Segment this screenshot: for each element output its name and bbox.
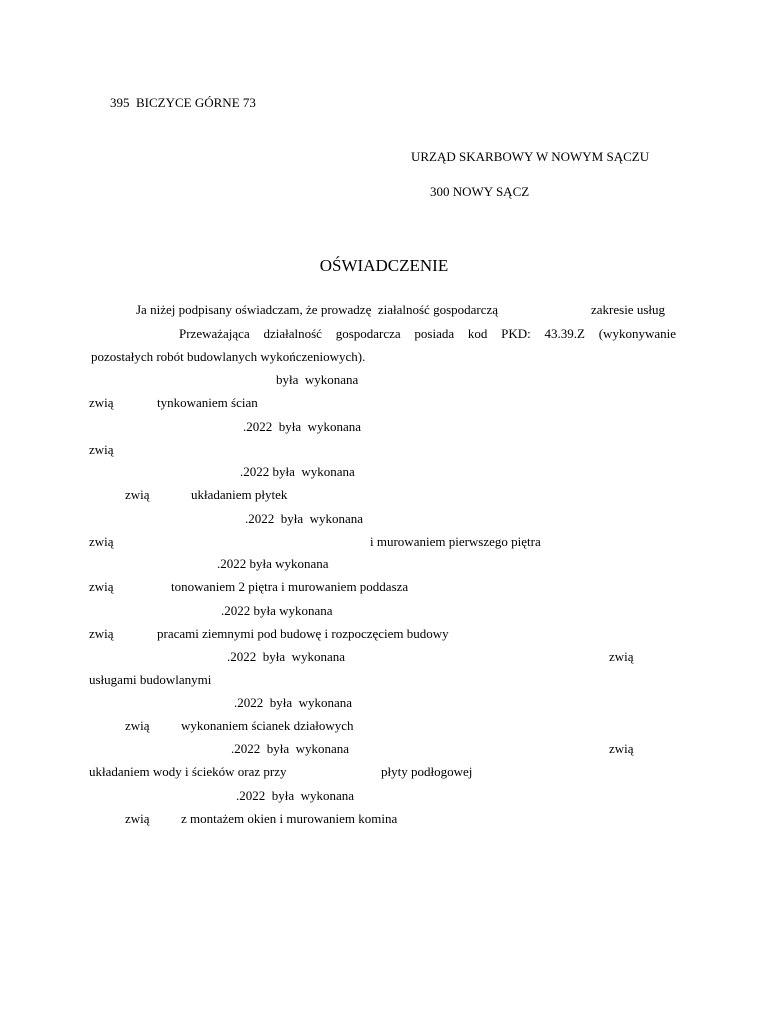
entry-9-prefix: zwią: [609, 741, 634, 756]
entry-4-status: .2022 była wykonana: [245, 511, 364, 526]
paragraph-line-2: Przeważająca działalność gospodarcza posiada kod PKD: 43.39.Z (wykonywanie: [179, 326, 676, 341]
tax-office-city: 300 NOWY SĄCZ: [430, 184, 530, 199]
entry-6-status: .2022 była wykonana: [221, 603, 333, 618]
entry-5-work: tonowaniem 2 piętra i murowaniem poddasza: [171, 579, 409, 594]
entry-5-status: .2022 była wykonana: [217, 556, 329, 571]
entry-8-status: .2022 była wykonana: [234, 695, 353, 710]
entry-9-work-a: układaniem wody i ścieków oraz przy: [89, 764, 287, 779]
paragraph-line-1a: Ja niżej podpisany oświadczam, że prowadzę ziałalność gospodarczą: [136, 302, 499, 317]
entry-10-status: .2022 była wykonana: [236, 788, 355, 803]
entry-1-status: była wykonana: [276, 372, 359, 387]
entry-10-work: z montażem okien i murowaniem komina: [181, 811, 398, 826]
entry-3-status: .2022 była wykonana: [240, 464, 355, 479]
paragraph-line-1b: zakresie usług: [591, 302, 666, 317]
entry-2-status: .2022 była wykonana: [243, 419, 362, 434]
entry-7-work: usługami budowlanymi: [89, 672, 212, 687]
entry-1-prefix: zwią: [89, 395, 114, 410]
tax-office-name: URZĄD SKARBOWY W NOWYM SĄCZU: [411, 149, 650, 164]
entry-4-prefix: zwią: [89, 534, 114, 549]
sender-address: 395 BICZYCE GÓRNE 73: [110, 95, 256, 110]
document-title: OŚWIADCZENIE: [319, 256, 449, 275]
entry-3-work: układaniem płytek: [191, 487, 288, 502]
entry-9-work-b: płyty podłogowej: [381, 764, 473, 779]
entry-8-work: wykonaniem ścianek działowych: [181, 718, 354, 733]
entry-5-prefix: zwią: [89, 579, 114, 594]
entry-8-prefix: zwią: [125, 718, 150, 733]
entry-6-work: pracami ziemnymi pod budowę i rozpoczęciem budowy: [157, 626, 449, 641]
entry-2-prefix: zwią: [89, 442, 114, 457]
entry-7-status: .2022 była wykonana: [227, 649, 346, 664]
entry-3-prefix: zwią: [125, 487, 150, 502]
entry-7-prefix: zwią: [609, 649, 634, 664]
entry-4-work: i murowaniem pierwszego piętra: [370, 534, 541, 549]
entry-9-status: .2022 była wykonana: [231, 741, 350, 756]
entry-10-prefix: zwią: [125, 811, 150, 826]
paragraph-line-3: pozostałych robót budowlanych wykończeniowych).: [91, 349, 366, 364]
entry-6-prefix: zwią: [89, 626, 114, 641]
entry-1-work: tynkowaniem ścian: [157, 395, 258, 410]
